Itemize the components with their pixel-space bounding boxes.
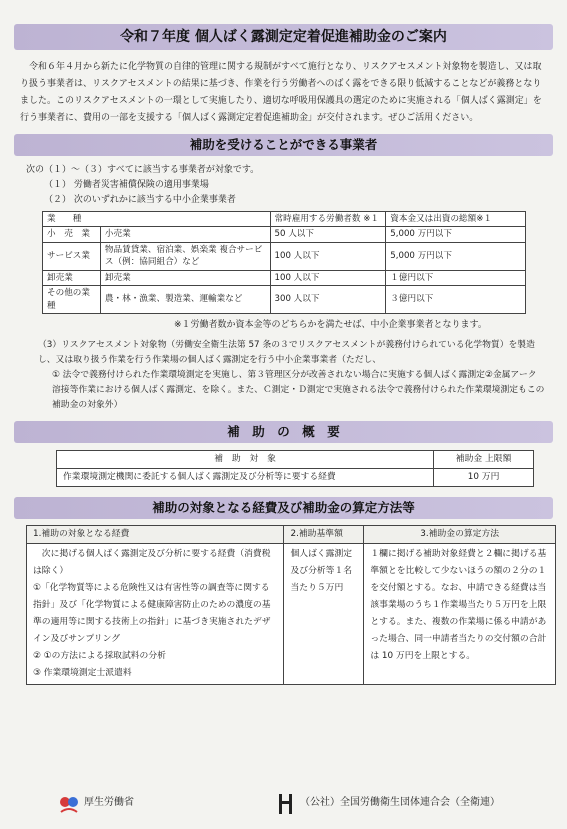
calc-expenses-item-2: ② ①の方法による採取試料の分析 — [33, 650, 166, 661]
table-row — [43, 242, 526, 270]
sme-table-header — [43, 212, 526, 227]
eligible-item-3-main: （3）リスクアセスメント対象物（労働安全衛生法第 57 条の３でリスクアセスメントが義務付けられている化学物質）を製造し、又は取り扱う作業を行う作業場の個人ばく露測定を行う中小企業事業者（ただし、 — [38, 340, 535, 366]
eligible-item-3-exclusions: ① 法令で義務付けられた作業環境測定を実施し、第３管理区分が改善されない場合に実施する個人ばく露測定②金属アーク溶接等作業における個人ばく露測定、を除く。また、Ｃ測定・Ｄ測定で実施される法令で義務付けられた作業環境測定もこの補助金の対象外） — [52, 370, 545, 411]
eligible-lead: 次の（１）～（３）すべてに該当する事業者が対象です。 — [26, 165, 260, 175]
row-detail: 小売業 — [100, 227, 270, 242]
header-industry: 業 種 — [43, 212, 271, 227]
row-workers: 100 人以下 — [270, 242, 386, 270]
footer-org-zeneiren: （公社）全国労働衛生団体連合会（全衛連） — [300, 797, 500, 808]
row-category: 小 売 業 — [43, 227, 101, 242]
page — [0, 24, 567, 829]
sme-note: ※１労働者数か資本金等のどちらかを満たせば、中小企業事業者となります。 — [174, 320, 487, 331]
row-capital: ３億円以下 — [386, 286, 526, 314]
overview-target: 作業環境測定機関に委託する個人ばく露測定及び分析等に要する経費 — [57, 468, 434, 486]
row-detail: 卸売業 — [100, 270, 270, 285]
calc-heading: 補助の対象となる経費及び補助金の算定方法等 — [14, 497, 553, 519]
intro-text — [20, 59, 547, 127]
row-workers: 50 人以下 — [270, 227, 386, 242]
eligible-item-3 — [38, 338, 545, 413]
calc-header-row — [27, 525, 556, 543]
zeneiren-logo-icon — [276, 792, 296, 816]
row-detail: 農・林・漁業、製造業、運輸業など — [100, 286, 270, 314]
footer — [0, 792, 567, 818]
eligible-item-2: （２） 次のいずれかに該当する中小企業事業者 — [44, 195, 236, 205]
table-row — [27, 543, 556, 684]
row-capital: 5,000 万円以下 — [386, 242, 526, 270]
mhlw-logo-icon — [58, 792, 80, 816]
calc-expenses-intro: 次に掲げる個人ばく露測定及び分析に要する経費（消費税は除く） — [33, 548, 271, 576]
calc-header-expenses: 1.補助の対象となる経費 — [27, 525, 284, 543]
row-workers: 300 人以下 — [270, 286, 386, 314]
header-capital: 資本金又は出資の総額※１ — [386, 212, 526, 227]
calc-method-text: １欄に掲げる補助対象経費と２欄に掲げる基準額とを比較して少ないほうの額の２分の１を交付額とする。なお、申請できる経費は当該事業場のうち１作業場当たり５万円を上限とする。また、複数の作業場に係る申請があった場合、同一申請者当たりの交付額の合計は 10 万円を上限とする。 — [364, 543, 556, 684]
eligible-heading: 補助を受けることができる事業者 — [14, 134, 553, 156]
eligible-item-1: （１） 労働者災害補償保険の適用事業場 — [44, 180, 209, 190]
header-workers: 常時雇用する労働者数 ※１ — [270, 212, 386, 227]
page-title: 令和７年度 個人ばく露測定定着促進補助金のご案内 — [14, 24, 553, 50]
calc-base-amount: 個人ばく露測定及び分析等１名当たり５万円 — [284, 543, 364, 684]
row-category: その他の業種 — [43, 286, 101, 314]
overview-header-target: 補 助 対 象 — [57, 451, 434, 469]
row-capital: 5,000 万円以下 — [386, 227, 526, 242]
overview-heading: 補 助 の 概 要 — [14, 421, 553, 443]
intro-paragraph: 令和６年４月から新たに化学物質の自律的管理に関する規制がすべて施行となり、リスクアセスメント対象物を製造し、又は取り扱う事業者は、リスクアセスメントの結果に基づき、作業を行う労働者へのばく露をできる限り低減することなどが義務となりました。このリスクアセスメントの一環として実施したり、適切な呼吸用保護具の選定のために実施される「個人ばく露測定」を行う事業者に、費用の一部を支援する「個人ばく露測定定着促進補助金」が交付されます。ぜひご活用ください。 — [20, 62, 542, 123]
sme-size-table — [42, 211, 526, 314]
calc-expenses-cell — [27, 543, 284, 684]
row-workers: 100 人以下 — [270, 270, 386, 285]
overview-header-limit: 補助金 上限額 — [434, 451, 534, 469]
calc-expenses-item-1: ①「化学物質等による危険性又は有害性等の調査等に関する指針」及び「化学物質による健康障害防止のための濃度の基準の適用等に関する技術上の指針」に基づき実施されたデザイン及びサンプリング — [33, 582, 271, 644]
calc-table — [26, 525, 556, 685]
calc-header-base: 2.補助基準額 — [284, 525, 364, 543]
overview-limit: 10 万円 — [434, 468, 534, 486]
table-row — [57, 468, 534, 486]
row-capital: １億円以下 — [386, 270, 526, 285]
row-detail: 物品賃貸業、宿泊業、娯楽業 複合サービス（例：協同組合）など — [100, 242, 270, 270]
table-row — [43, 286, 526, 314]
calc-expenses-item-3: ③ 作業環境測定士派遣料 — [33, 667, 132, 678]
calc-header-method: 3.補助金の算定方法 — [364, 525, 556, 543]
table-row — [43, 227, 526, 242]
row-category: 卸売業 — [43, 270, 101, 285]
overview-table — [56, 450, 534, 487]
row-category: サービス業 — [43, 242, 101, 270]
footer-org-mhlw: 厚生労働省 — [84, 797, 134, 808]
table-row — [43, 270, 526, 285]
overview-header-row — [57, 451, 534, 469]
